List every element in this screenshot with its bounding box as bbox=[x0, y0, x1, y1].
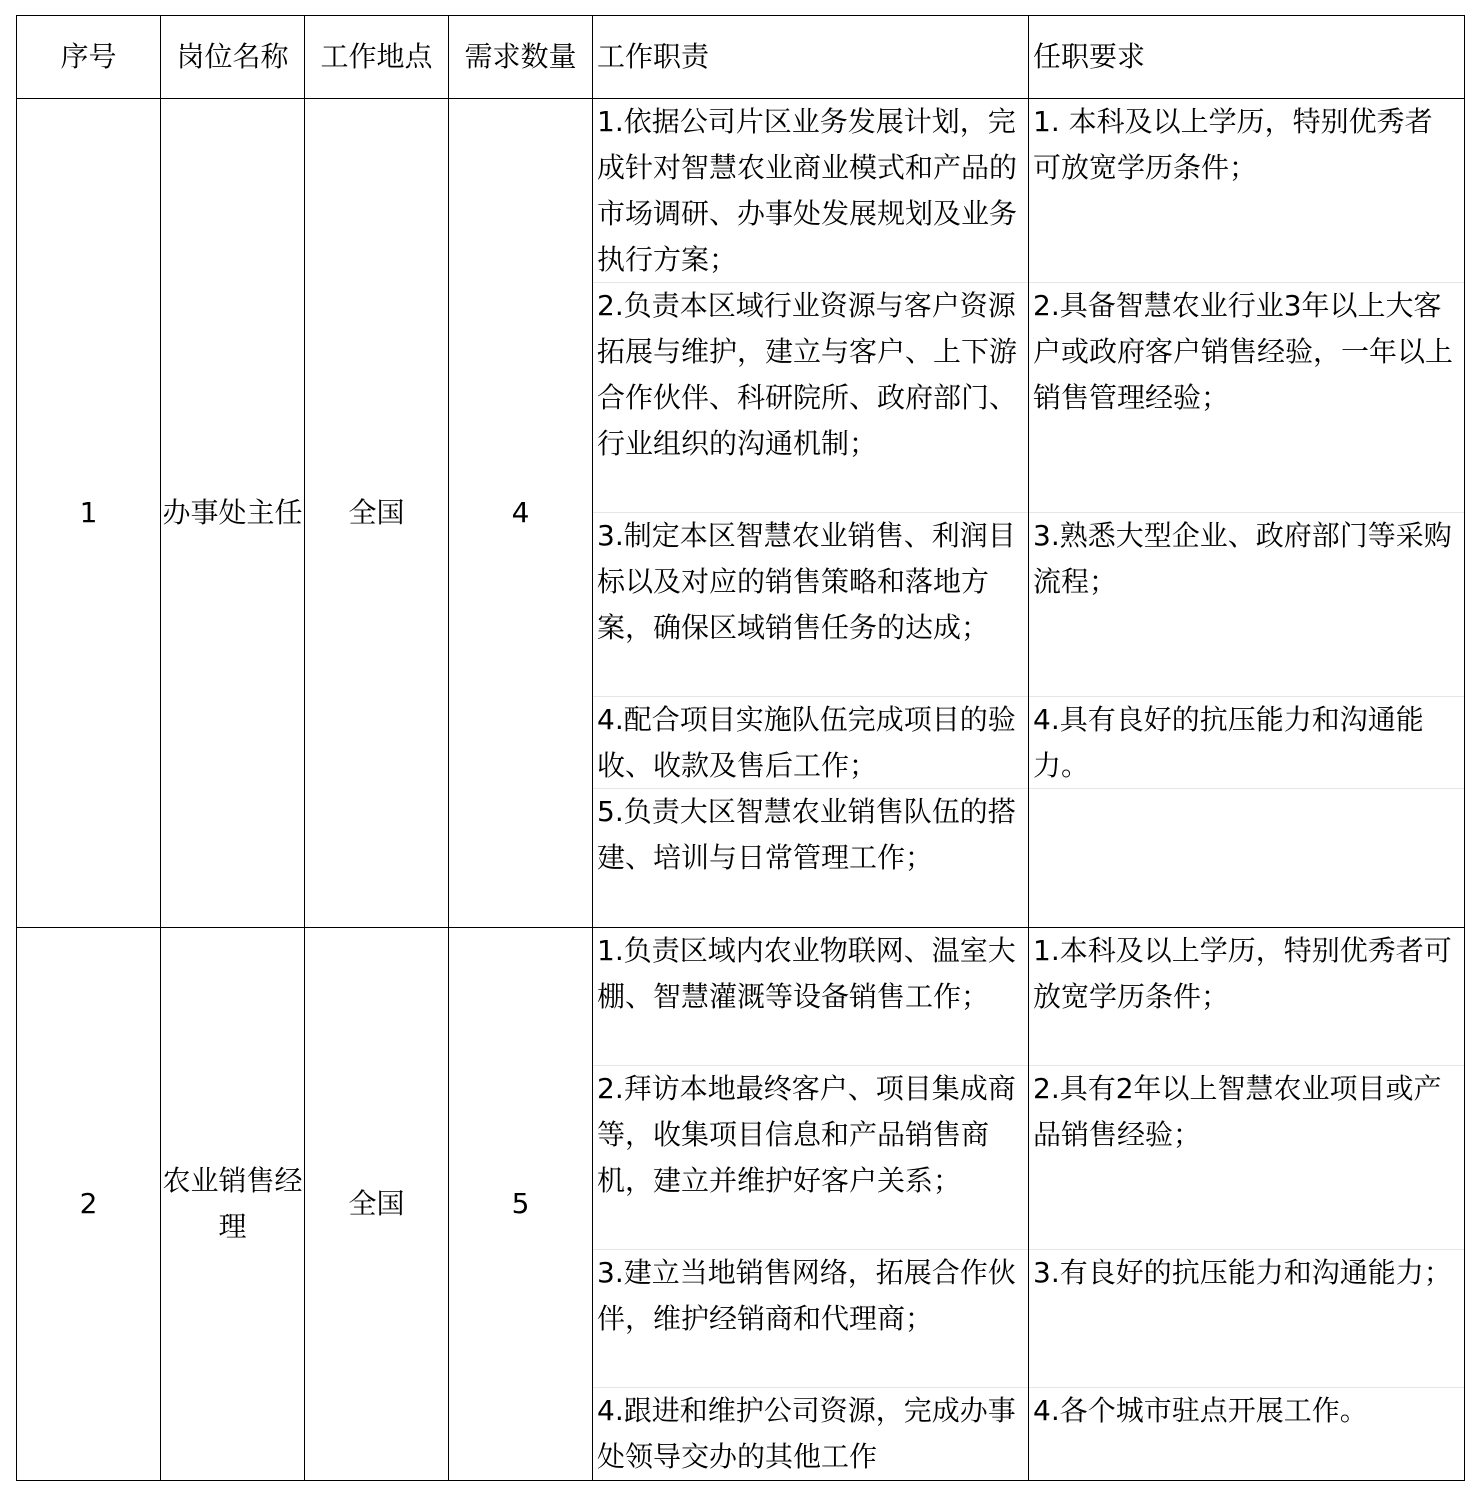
header-seq: 序号 bbox=[17, 16, 161, 99]
requirement-item: 1. 本科及以上学历，特别优秀者可放宽学历条件； bbox=[1029, 99, 1464, 283]
header-position: 岗位名称 bbox=[161, 16, 305, 99]
duty-item: 1.负责区域内农业物联网、温室大棚、智慧灌溉等设备销售工作； bbox=[593, 928, 1028, 1066]
cell-location: 全国 bbox=[305, 928, 449, 1481]
header-requirements: 任职要求 bbox=[1029, 16, 1465, 99]
cell-count: 4 bbox=[449, 99, 593, 928]
job-table bbox=[16, 15, 1465, 1481]
table-row bbox=[17, 99, 1465, 928]
cell-requirements bbox=[1029, 928, 1465, 1481]
duty-item: 5.负责大区智慧农业销售队伍的搭建、培训与日常管理工作； bbox=[597, 795, 1016, 874]
header-row bbox=[17, 16, 1465, 99]
requirement-item: 1.本科及以上学历，特别优秀者可放宽学历条件； bbox=[1029, 928, 1464, 1066]
requirement-item: 4.具有良好的抗压能力和沟通能力。 bbox=[1029, 697, 1464, 789]
duty-item: 2.负责本区域行业资源与客户资源拓展与维护，建立与客户、上下游合作伙伴、科研院所、政府部门、行业组织的沟通机制； bbox=[593, 283, 1028, 513]
header-count: 需求数量 bbox=[449, 16, 593, 99]
cell-seq: 2 bbox=[17, 928, 161, 1481]
requirement-item: 3.有良好的抗压能力和沟通能力； bbox=[1029, 1250, 1464, 1388]
header-location: 工作地点 bbox=[305, 16, 449, 99]
duty-item: 3.建立当地销售网络，拓展合作伙伴，维护经销商和代理商； bbox=[593, 1250, 1028, 1388]
requirement-item: 4.各个城市驻点开展工作。 bbox=[1033, 1394, 1368, 1427]
duty-item: 1.依据公司片区业务发展计划，完成针对智慧农业商业模式和产品的市场调研、办事处发展规划及业务执行方案； bbox=[593, 99, 1028, 283]
duty-item: 4.配合项目实施队伍完成项目的验收、收款及售后工作； bbox=[593, 697, 1028, 789]
table-row bbox=[17, 928, 1465, 1481]
requirement-item: 2.具有2年以上智慧农业项目或产品销售经验； bbox=[1029, 1066, 1464, 1250]
cell-duties bbox=[593, 928, 1029, 1481]
requirement-item: 2.具备智慧农业行业3年以上大客户或政府客户销售经验，一年以上销售管理经验； bbox=[1029, 283, 1464, 513]
cell-seq: 1 bbox=[17, 99, 161, 928]
cell-requirements bbox=[1029, 99, 1465, 928]
cell-location: 全国 bbox=[305, 99, 449, 928]
cell-count: 5 bbox=[449, 928, 593, 1481]
header-duties: 工作职责 bbox=[593, 16, 1029, 99]
cell-position: 农业销售经理 bbox=[161, 928, 305, 1481]
duty-item: 4.跟进和维护公司资源，完成办事处领导交办的其他工作 bbox=[597, 1394, 1016, 1473]
cell-position: 办事处主任 bbox=[161, 99, 305, 928]
cell-duties bbox=[593, 99, 1029, 928]
duty-item: 2.拜访本地最终客户、项目集成商等，收集项目信息和产品销售商机，建立并维护好客户关系； bbox=[593, 1066, 1028, 1250]
requirement-item: 3.熟悉大型企业、政府部门等采购流程； bbox=[1029, 513, 1464, 697]
duty-item: 3.制定本区智慧农业销售、利润目标以及对应的销售策略和落地方案，确保区域销售任务的达成； bbox=[593, 513, 1028, 697]
requirement-item bbox=[1029, 789, 1464, 927]
